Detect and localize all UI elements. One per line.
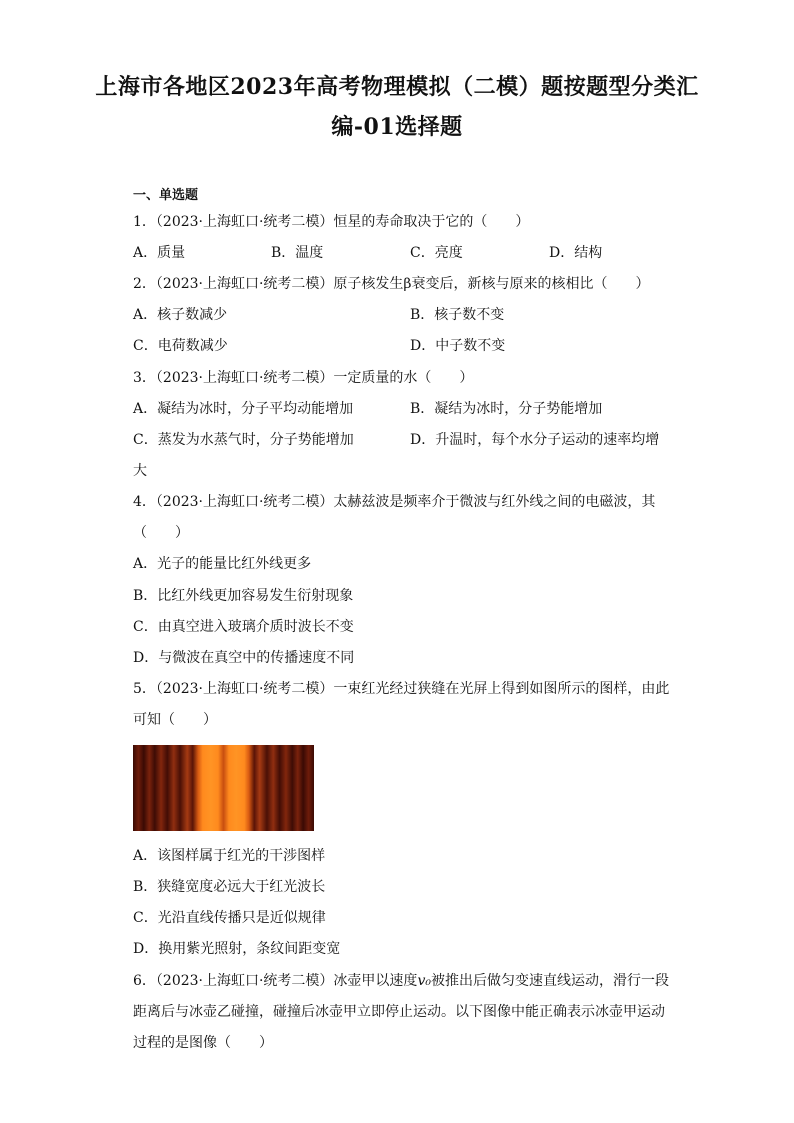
question-3-option-a: A．凝结为冰时，分子平均动能增加 <box>133 401 354 417</box>
question-4-option-d: D．与微波在真空中的传播速度不同 <box>133 650 355 666</box>
question-2-option-c: C．电荷数减少 <box>133 338 228 354</box>
question-6-stem-end: 过程的是图像（ ） <box>133 1035 273 1051</box>
question-3-stem: 3．（2023·上海虹口·统考二模）一定质量的水（ ） <box>133 370 474 386</box>
question-4-stem: 4．（2023·上海虹口·统考二模）太赫兹波是频率介于微波与红外线之间的电磁波，其 <box>133 494 656 510</box>
question-2-stem: 2．（2023·上海虹口·统考二模）原子核发生β衰变后，新核与原来的核相比（ ） <box>133 276 650 292</box>
question-1-option-a: A．质量 <box>133 245 186 261</box>
question-4-stem-continued: （ ） <box>133 525 189 541</box>
question-5-stem-continued: 可知（ ） <box>133 712 217 728</box>
question-4-option-c: C．由真空进入玻璃介质时波长不变 <box>133 619 354 635</box>
question-5-option-c: C．光沿直线传播只是近似规律 <box>133 910 326 926</box>
question-3-option-d-continued: 大 <box>133 463 147 479</box>
question-3-option-c: C．蒸发为水蒸气时，分子势能增加 <box>133 432 354 448</box>
document-title-line1: 上海市各地区2023年高考物理模拟（二模）题按题型分类汇 <box>95 74 699 100</box>
question-6-stem <box>133 971 669 991</box>
question-1-option-b: B．温度 <box>271 245 324 261</box>
question-5-option-a: A．该图样属于红光的干涉图样 <box>133 848 326 864</box>
question-6-stem-part2: 被推出后做匀变速直线运动，滑行一段 <box>430 973 669 989</box>
question-2-option-a: A．核子数减少 <box>133 307 228 323</box>
question-2-option-d: D．中子数不变 <box>410 338 506 354</box>
question-1-option-c: C．亮度 <box>410 245 463 261</box>
question-1-option-d: D．结构 <box>549 245 603 261</box>
question-3-option-d: D．升温时，每个水分子运动的速率均增 <box>410 432 660 448</box>
section-heading: 一、单选题 <box>133 188 199 203</box>
question-2-option-b: B．核子数不变 <box>410 307 505 323</box>
question-6-stem-continued: 距离后与冰壶乙碰撞，碰撞后冰壶甲立即停止运动。以下图像中能正确表示冰壶甲运动 <box>133 1004 665 1020</box>
initial-velocity-symbol: v₀ <box>417 973 431 989</box>
question-5-option-d: D．换用紫光照射，条纹间距变宽 <box>133 941 341 957</box>
diffraction-pattern-image <box>133 745 314 831</box>
question-5-option-b: B．狭缝宽度必远大于红光波长 <box>133 879 326 895</box>
question-5-stem: 5．（2023·上海虹口·统考二模）一束红光经过狭缝在光屏上得到如图所示的图样，由此 <box>133 681 670 697</box>
document-title-line2: 编-01选择题 <box>331 114 463 140</box>
question-4-option-a: A．光子的能量比红外线更多 <box>133 556 312 572</box>
question-1-stem: 1．（2023·上海虹口·统考二模）恒星的寿命取决于它的（ ） <box>133 214 530 230</box>
question-4-option-b: B．比红外线更加容易发生衍射现象 <box>133 588 354 604</box>
question-3-option-b: B．凝结为冰时，分子势能增加 <box>410 401 603 417</box>
question-6-stem-part1: 6．（2023·上海虹口·统考二模）冰壶甲以速度 <box>133 973 418 989</box>
